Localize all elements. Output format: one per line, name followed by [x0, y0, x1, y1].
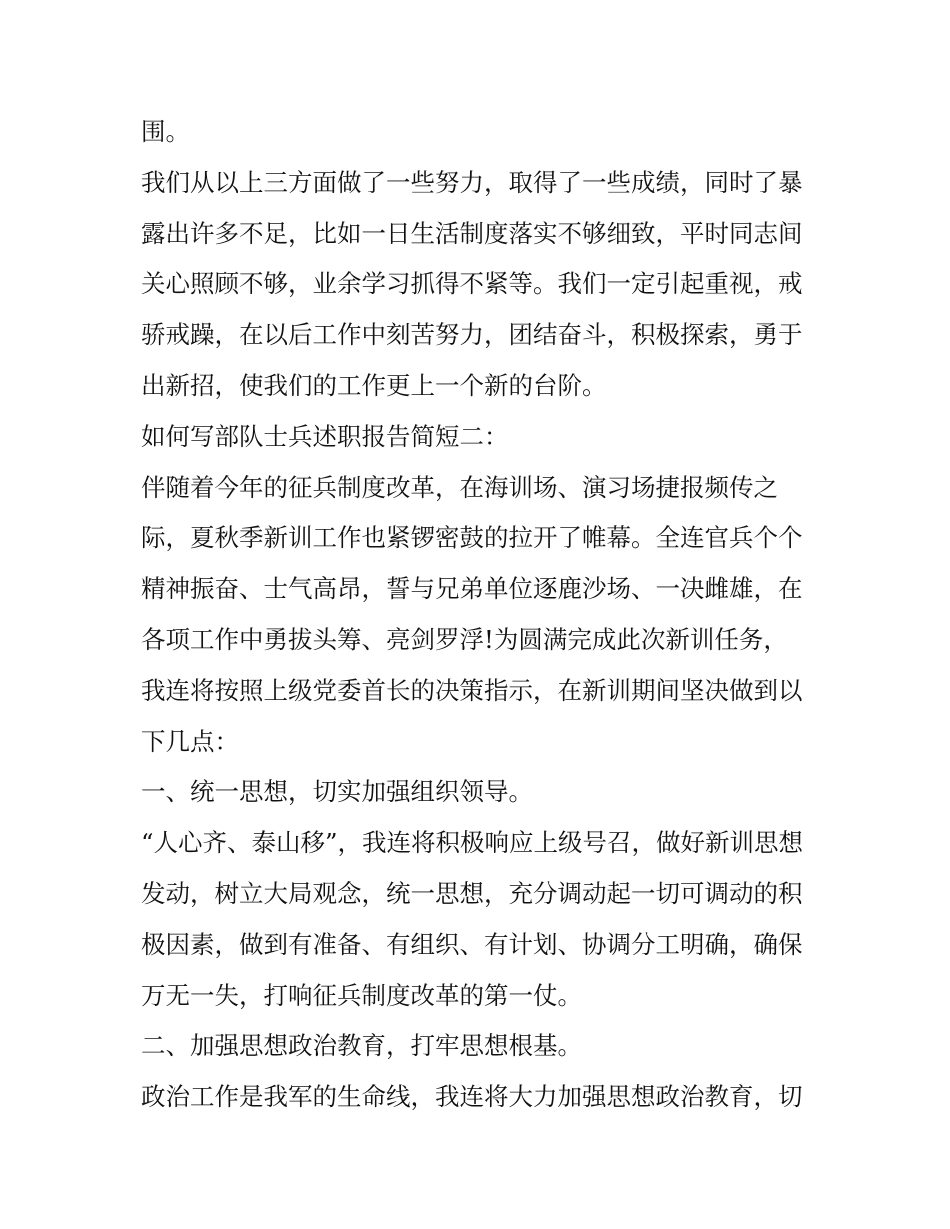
text-line: 出新招，使我们的工作更上一个新的台阶。: [141, 370, 607, 400]
text-line: 际，夏秋季新训工作也紧锣密鼓的拉开了帷幕。全连官兵个个: [141, 523, 803, 553]
text-line: “人心齐、泰山移”，我连将积极响应上级号召，做好新训思想: [141, 828, 804, 858]
section-heading: 如何写部队士兵述职报告简短二：: [141, 421, 509, 451]
text-line: 露出许多不足，比如一日生活制度落实不够细致，平时同志间: [141, 218, 803, 248]
document-body: [141, 107, 821, 1123]
text-line: 万无一失，打响征兵制度改革的第一仗。: [141, 980, 582, 1010]
text-line: 围。: [141, 117, 190, 146]
text-line: 极因素，做到有准备、有组织、有计划、协调分工明确，确保: [141, 929, 803, 959]
text-line: 我们从以上三方面做了一些努力，取得了一些成绩，同时了暴: [141, 167, 803, 197]
text-line: 骄戒躁，在以后工作中刻苦努力，团结奋斗，积极探索，勇于: [141, 320, 803, 350]
subsection-heading: 一、统一思想，切实加强组织领导。: [141, 777, 533, 807]
text-line: 下几点：: [141, 726, 239, 756]
text-line: 我连将按照上级党委首长的决策指示，在新训期间坚决做到以: [141, 675, 803, 705]
text-line: 关心照顾不够，业余学习抓得不紧等。我们一定引起重视，戒: [141, 269, 803, 299]
text-line: 政治工作是我军的生命线，我连将大力加强思想政治教育，切: [141, 1082, 803, 1112]
text-line: 各项工作中勇拔头筹、亮剑罗浮!为圆满完成此次新训任务，: [141, 624, 788, 654]
text-line: 伴随着今年的征兵制度改革，在海训场、演习场捷报频传之: [141, 472, 778, 502]
subsection-heading: 二、加强思想政治教育，打牢思想根基。: [141, 1031, 582, 1061]
text-line: 精神振奋、士气高昂，誓与兄弟单位逐鹿沙场、一决雌雄，在: [141, 574, 803, 604]
text-line: 发动，树立大局观念，统一思想，充分调动起一切可调动的积: [141, 878, 803, 908]
